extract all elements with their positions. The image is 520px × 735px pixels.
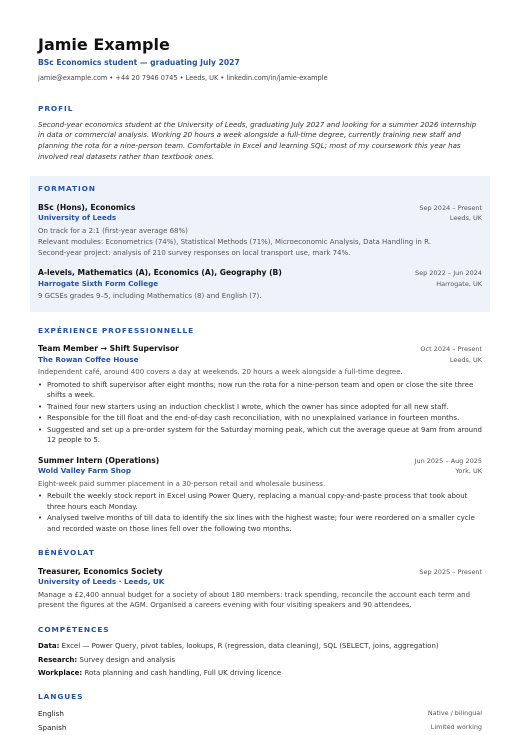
language-row xyxy=(38,723,482,733)
entry-title: A-levels, Mathematics (A), Economics (A), Geography (B) xyxy=(38,268,282,278)
entry-description: Manage a £2,400 annual budget for a society of about 180 members: track spending, reconcile the account each term and present the figures at the AGM. Organised a careers evening with four visiting speakers and 90 attendees. xyxy=(38,590,471,610)
entry-title: Treasurer, Economics Society xyxy=(38,566,163,576)
candidate-name: Jamie Example xyxy=(38,35,170,54)
list-item: • Analysed twelve months of till data to identify the six lines with the highest waste; four were reordered on a smaller cycle and recorded waste on those lines fell over the following two months. xyxy=(38,513,482,534)
skill-label: Data: xyxy=(38,642,60,651)
entry-date: Sep 2022 – Jun 2024 xyxy=(414,269,482,278)
entry-location: Leeds, UK xyxy=(449,214,482,223)
entry-title: Summer Intern (Operations) xyxy=(38,455,160,465)
entry-date: Jun 2025 – Aug 2025 xyxy=(414,456,482,465)
bullet-list xyxy=(38,380,482,446)
experience-entry xyxy=(38,343,482,445)
skill-line xyxy=(38,655,482,665)
profile-text: Second-year economics student at the University of Leeds, graduating July 2027 and looking for a summer 2026 internship in data or commercial analysis. Working 20 hours a week alongside a full-time degree, currently training new staff and planning the rota for a nine-person team. Comfortable in Excel and learning SQL; most of my coursework this year has involved real datasets rather than textbook ones. xyxy=(38,119,477,161)
entry-description: Independent café, around 400 covers a day at weekends. 20 hours a week alongside a full-time degree. xyxy=(38,368,403,377)
entry-detail: On track for a 2:1 (first-year average 68%) xyxy=(38,226,188,235)
entry-date: Sep 2025 – Present xyxy=(419,567,482,576)
contact-line: jamie@example.com • +44 20 7946 0745 • Leeds, UK • linkedin.com/in/jamie-example xyxy=(38,74,328,83)
entry-date: Sep 2024 – Present xyxy=(419,203,482,212)
entry-organization: University of Leeds · Leeds, UK xyxy=(38,577,165,587)
skill-value: Survey design and analysis xyxy=(79,655,176,664)
education-section xyxy=(30,176,490,311)
language-name: Spanish xyxy=(38,723,67,733)
list-item: • Rebuilt the weekly stock report in Excel using Power Query, replacing a manual copy-and-paste process that took about three hours each Monday. xyxy=(38,491,482,512)
resume-header xyxy=(38,36,482,84)
entry-detail-line: Relevant modules: Econometrics (74%), Statistical Methods (71%), Microeconomic Analysis, Data Handling in R. xyxy=(38,238,431,247)
skill-value: Rota planning and cash handling, Full UK driving licence xyxy=(84,668,282,677)
skill-line xyxy=(38,641,482,651)
profile-section xyxy=(38,104,482,162)
language-level: Limited working xyxy=(430,723,482,732)
resume-page xyxy=(38,36,482,734)
languages-section xyxy=(38,692,482,734)
entry-detail-line: Second-year project: analysis of 210 survey responses on local transport use, mark 74%. xyxy=(38,248,351,257)
candidate-tagline: BSc Economics student — graduating July 2027 xyxy=(38,58,240,68)
skill-line xyxy=(38,668,482,678)
skills-section xyxy=(38,625,482,678)
entry-detail xyxy=(38,237,482,258)
bullet-list xyxy=(38,491,482,534)
entry-organization: University of Leeds xyxy=(38,213,117,223)
list-item: • Promoted to shift supervisor after eight months; now run the rota for a nine-person team and open or close the site three shifts a week. xyxy=(38,380,482,401)
skill-label: Workplace: xyxy=(38,668,83,677)
skill-label: Research: xyxy=(38,655,78,664)
section-title-education: FORMATION xyxy=(38,184,96,194)
section-title-profile: PROFIL xyxy=(38,103,74,113)
language-row xyxy=(38,709,482,719)
entry-location: York, UK xyxy=(455,467,482,476)
entry-description: Eight-week paid summer placement in a 30-person retail and wholesale business. xyxy=(38,479,326,488)
entry-title: BSc (Hons), Economics xyxy=(38,202,136,212)
volunteer-section xyxy=(38,548,482,611)
language-level: Native / bilingual xyxy=(427,708,482,717)
section-title-experience: EXPÉRIENCE PROFESSIONNELLE xyxy=(38,325,195,335)
entry-organization: The Rowan Coffee House xyxy=(38,354,139,364)
list-item: • Responsible for the till float and the end-of-day cash reconciliation, with no unexplained variance in fourteen months. xyxy=(38,413,482,424)
section-title-volunteer: BÉNÉVOLAT xyxy=(38,548,95,558)
experience-section xyxy=(38,326,482,534)
entry-title: Team Member → Shift Supervisor xyxy=(38,344,179,354)
list-item: • Suggested and set up a pre-order system for the Saturday morning peak, which cut the average queue at 9am from around 12 people to 5. xyxy=(38,425,482,446)
education-entry xyxy=(38,202,482,258)
entry-organization: Harrogate Sixth Form College xyxy=(38,278,159,288)
experience-entry xyxy=(38,455,482,534)
section-title-languages: LANGUES xyxy=(38,691,84,701)
section-title-skills: COMPÉTENCES xyxy=(38,624,110,634)
education-entry xyxy=(38,267,482,301)
entry-location: Harrogate, UK xyxy=(436,279,482,288)
entry-date: Oct 2024 – Present xyxy=(420,345,482,354)
entry-location: Leeds, UK xyxy=(449,355,482,364)
skill-value: Excel — Power Query, pivot tables, lookups, R (regression, data cleaning), SQL (SELECT, joins, aggregation) xyxy=(61,642,439,651)
entry-organization: Wold Valley Farm Shop xyxy=(38,466,131,476)
volunteer-entry xyxy=(38,566,482,611)
list-item: • Trained four new starters using an induction checklist I wrote, which the owner has since adopted for all new staff. xyxy=(38,402,482,413)
entry-detail: 9 GCSEs grades 9–5, including Mathematics (8) and English (7). xyxy=(38,292,262,301)
language-name: English xyxy=(38,708,64,718)
